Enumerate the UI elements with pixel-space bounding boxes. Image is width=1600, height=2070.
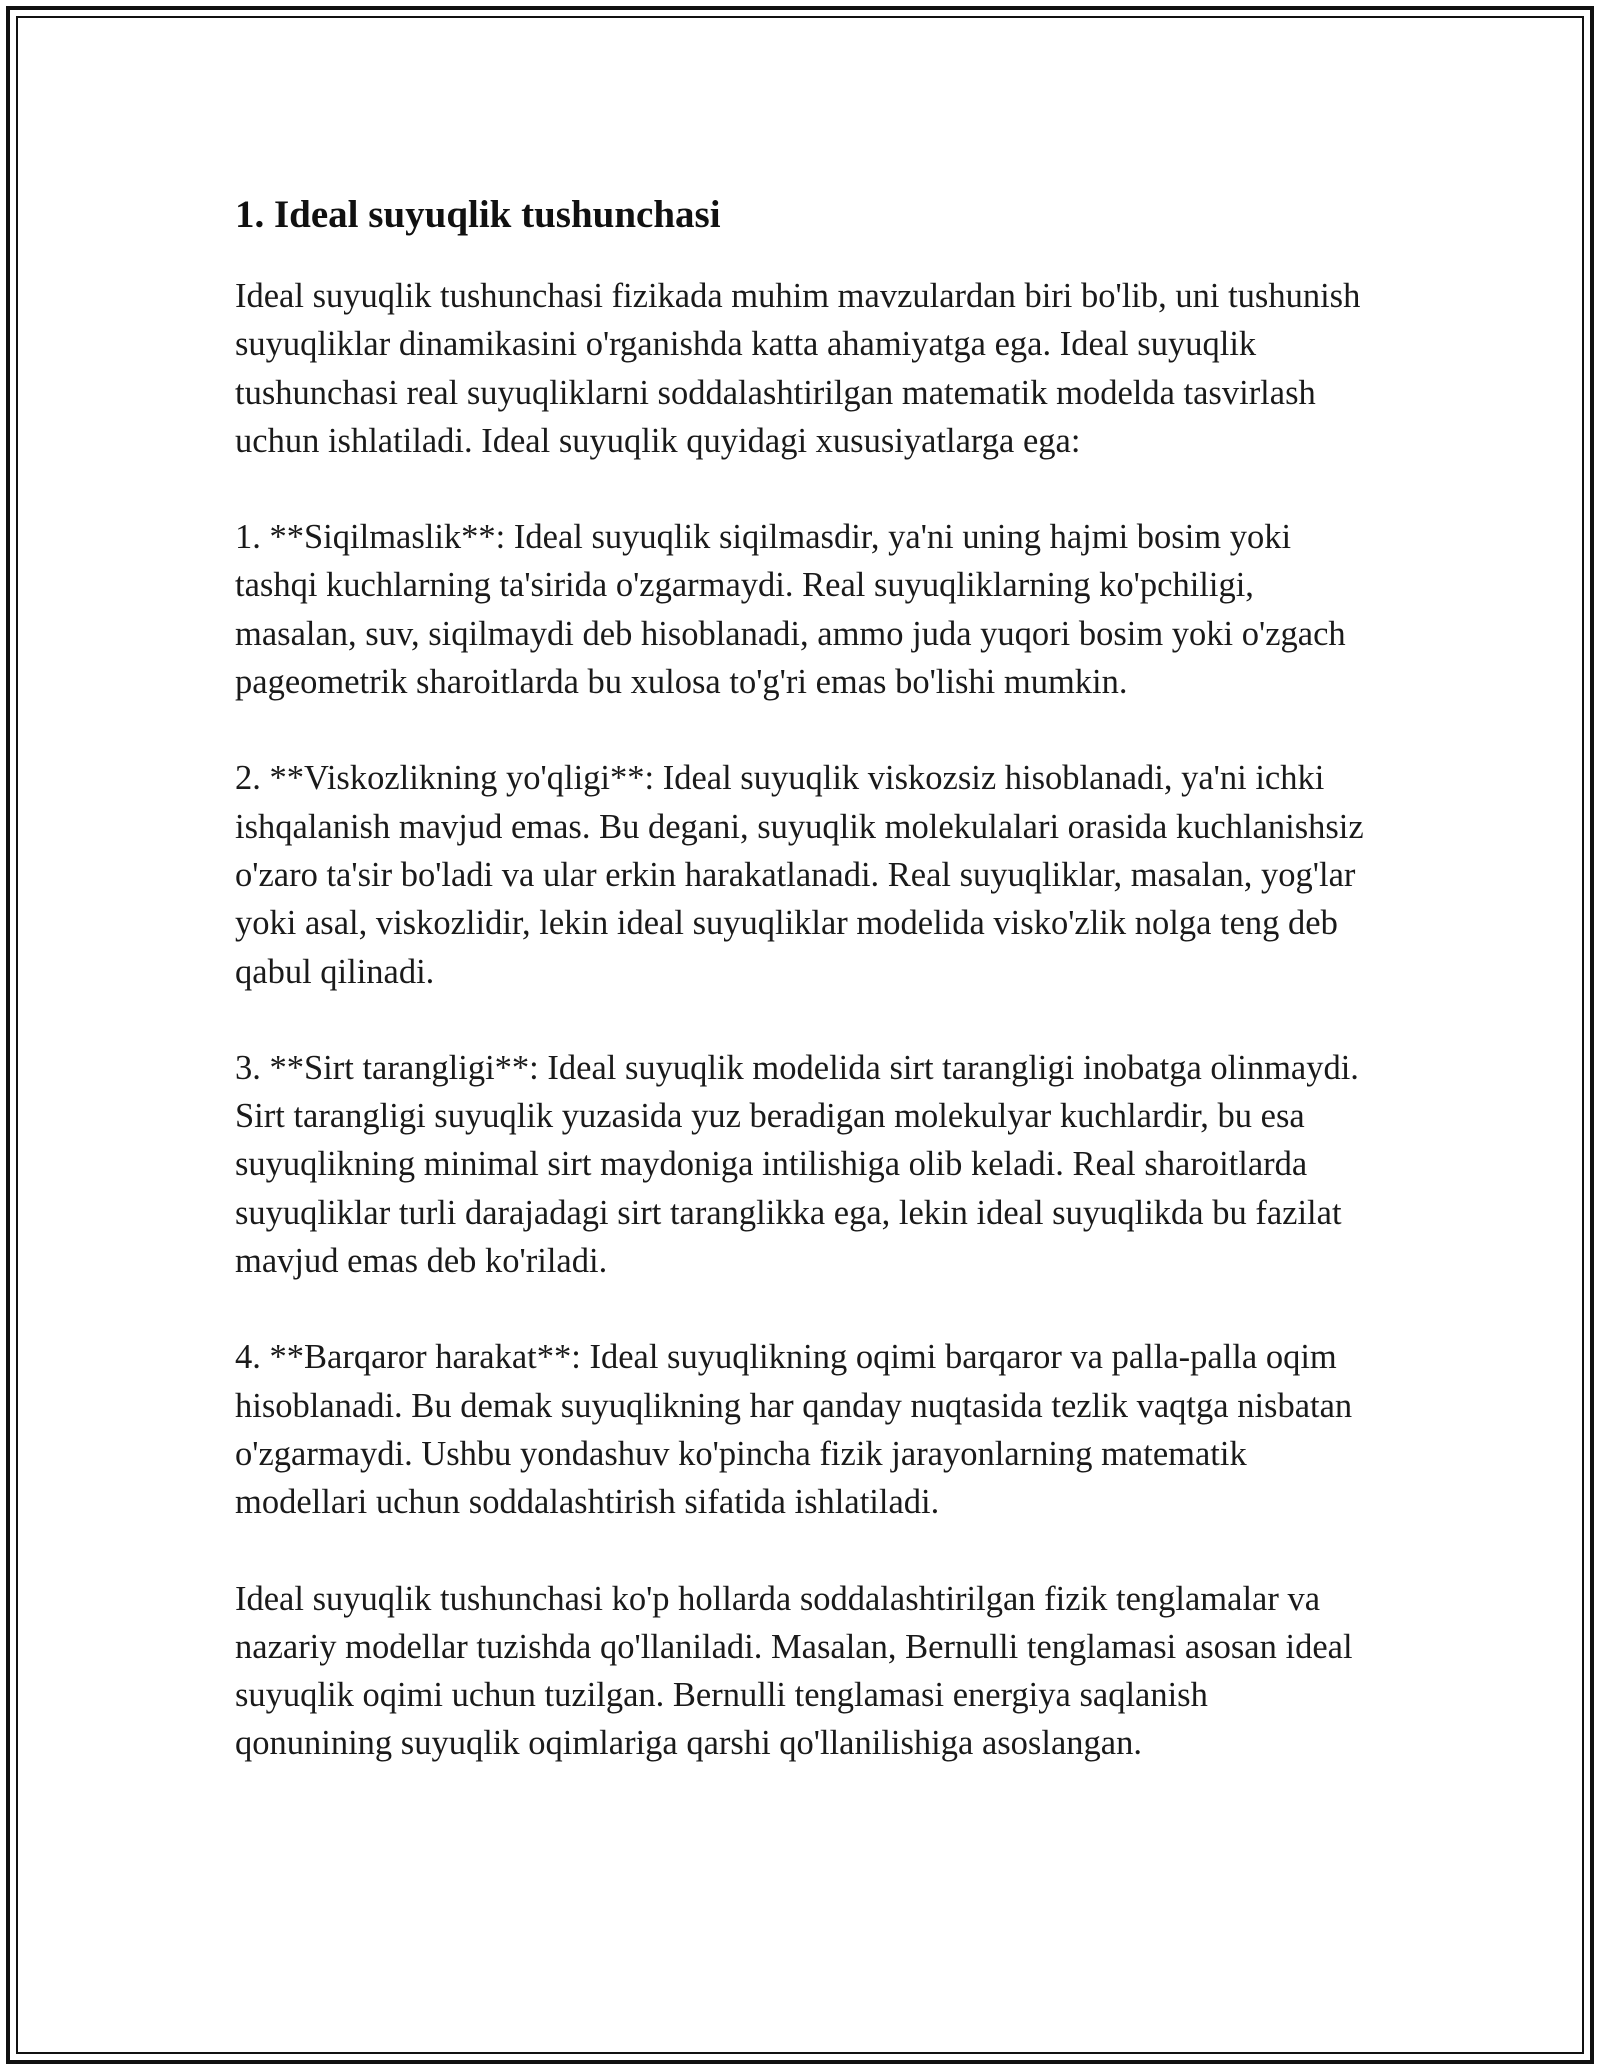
section-heading: 1. Ideal suyuqlik tushunchasi: [235, 193, 721, 236]
property-surface-tension-paragraph: 3. **Sirt tarangligi**: Ideal suyuqlik modelida sirt tarangligi inobatga olinmaydi. Sirt tarangligi suyuqlik yuzasida yuz beradigan molekulyar kuchlardir, bu esa suyuqlikning minimal sirt maydoniga intilishiga olib keladi. Real sharoitlarda suyuqliklar turli darajadagi sirt taranglikka ega, lekin ideal suyuqlikda bu fazilat mavjud emas deb ko'riladi.: [235, 1048, 1359, 1281]
document-body: [235, 188, 1370, 1816]
property-steady-flow-paragraph: 4. **Barqaror harakat**: Ideal suyuqlikning oqimi barqaror va palla-palla oqim hisoblanadi. Bu demak suyuqlikning har qanday nuqtasida tezlik vaqtga nisbatan o'zgarmaydi. Ushbu yondashuv ko'pincha fizik jarayonlarning matematik modellari uchun soddalashtirish sifatida ishlatiladi.: [235, 1338, 1353, 1522]
intro-paragraph: Ideal suyuqlik tushunchasi fizikada muhim mavzulardan biri bo'lib, uni tushunish suyuqliklar dinamikasini o'rganishda katta ahamiyatga ega. Ideal suyuqlik tushunchasi real suyuqliklarni soddalashtirilgan matematik modelda tasvirlash uchun ishlatiladi. Ideal suyuqlik quyidagi xususiyatlarga ega:: [235, 277, 1361, 460]
property-incompressibility-paragraph: 1. **Siqilmaslik**: Ideal suyuqlik siqilmasdir, ya'ni uning hajmi bosim yoki tashqi kuchlarning ta'sirida o'zgarmaydi. Real suyuqliklarning ko'pchiligi, masalan, suv, siqilmaydi deb hisoblanadi, ammo juda yuqori bosim yoki o'zgach pageometrik sharoitlarda bu xulosa to'g'ri emas bo'lishi mumkin.: [235, 518, 1346, 702]
conclusion-paragraph: Ideal suyuqlik tushunchasi ko'p hollarda soddalashtirilgan fizik tenglamalar va nazariy modellar tuzishda qo'llaniladi. Masalan, Bernulli tenglamasi asosan ideal suyuqlik oqimi uchun tuzilgan. Bernulli tenglamasi energiya saqlanish qonunining suyuqlik oqimlariga qarshi qo'llanilishiga asoslangan.: [235, 1579, 1353, 1763]
property-inviscid-paragraph: 2. **Viskozlikning yo'qligi**: Ideal suyuqlik viskozsiz hisoblanadi, ya'ni ichki ishqalanish mavjud emas. Bu degani, suyuqlik molekulalari orasida kuchlanishsiz o'zaro ta'sir bo'ladi va ular erkin harakatlanadi. Real suyuqliklar, masalan, yog'lar yoki asal, viskozlidir, lekin ideal suyuqliklar modelida visko'zlik nolga teng deb qabul qilinadi.: [235, 759, 1364, 991]
